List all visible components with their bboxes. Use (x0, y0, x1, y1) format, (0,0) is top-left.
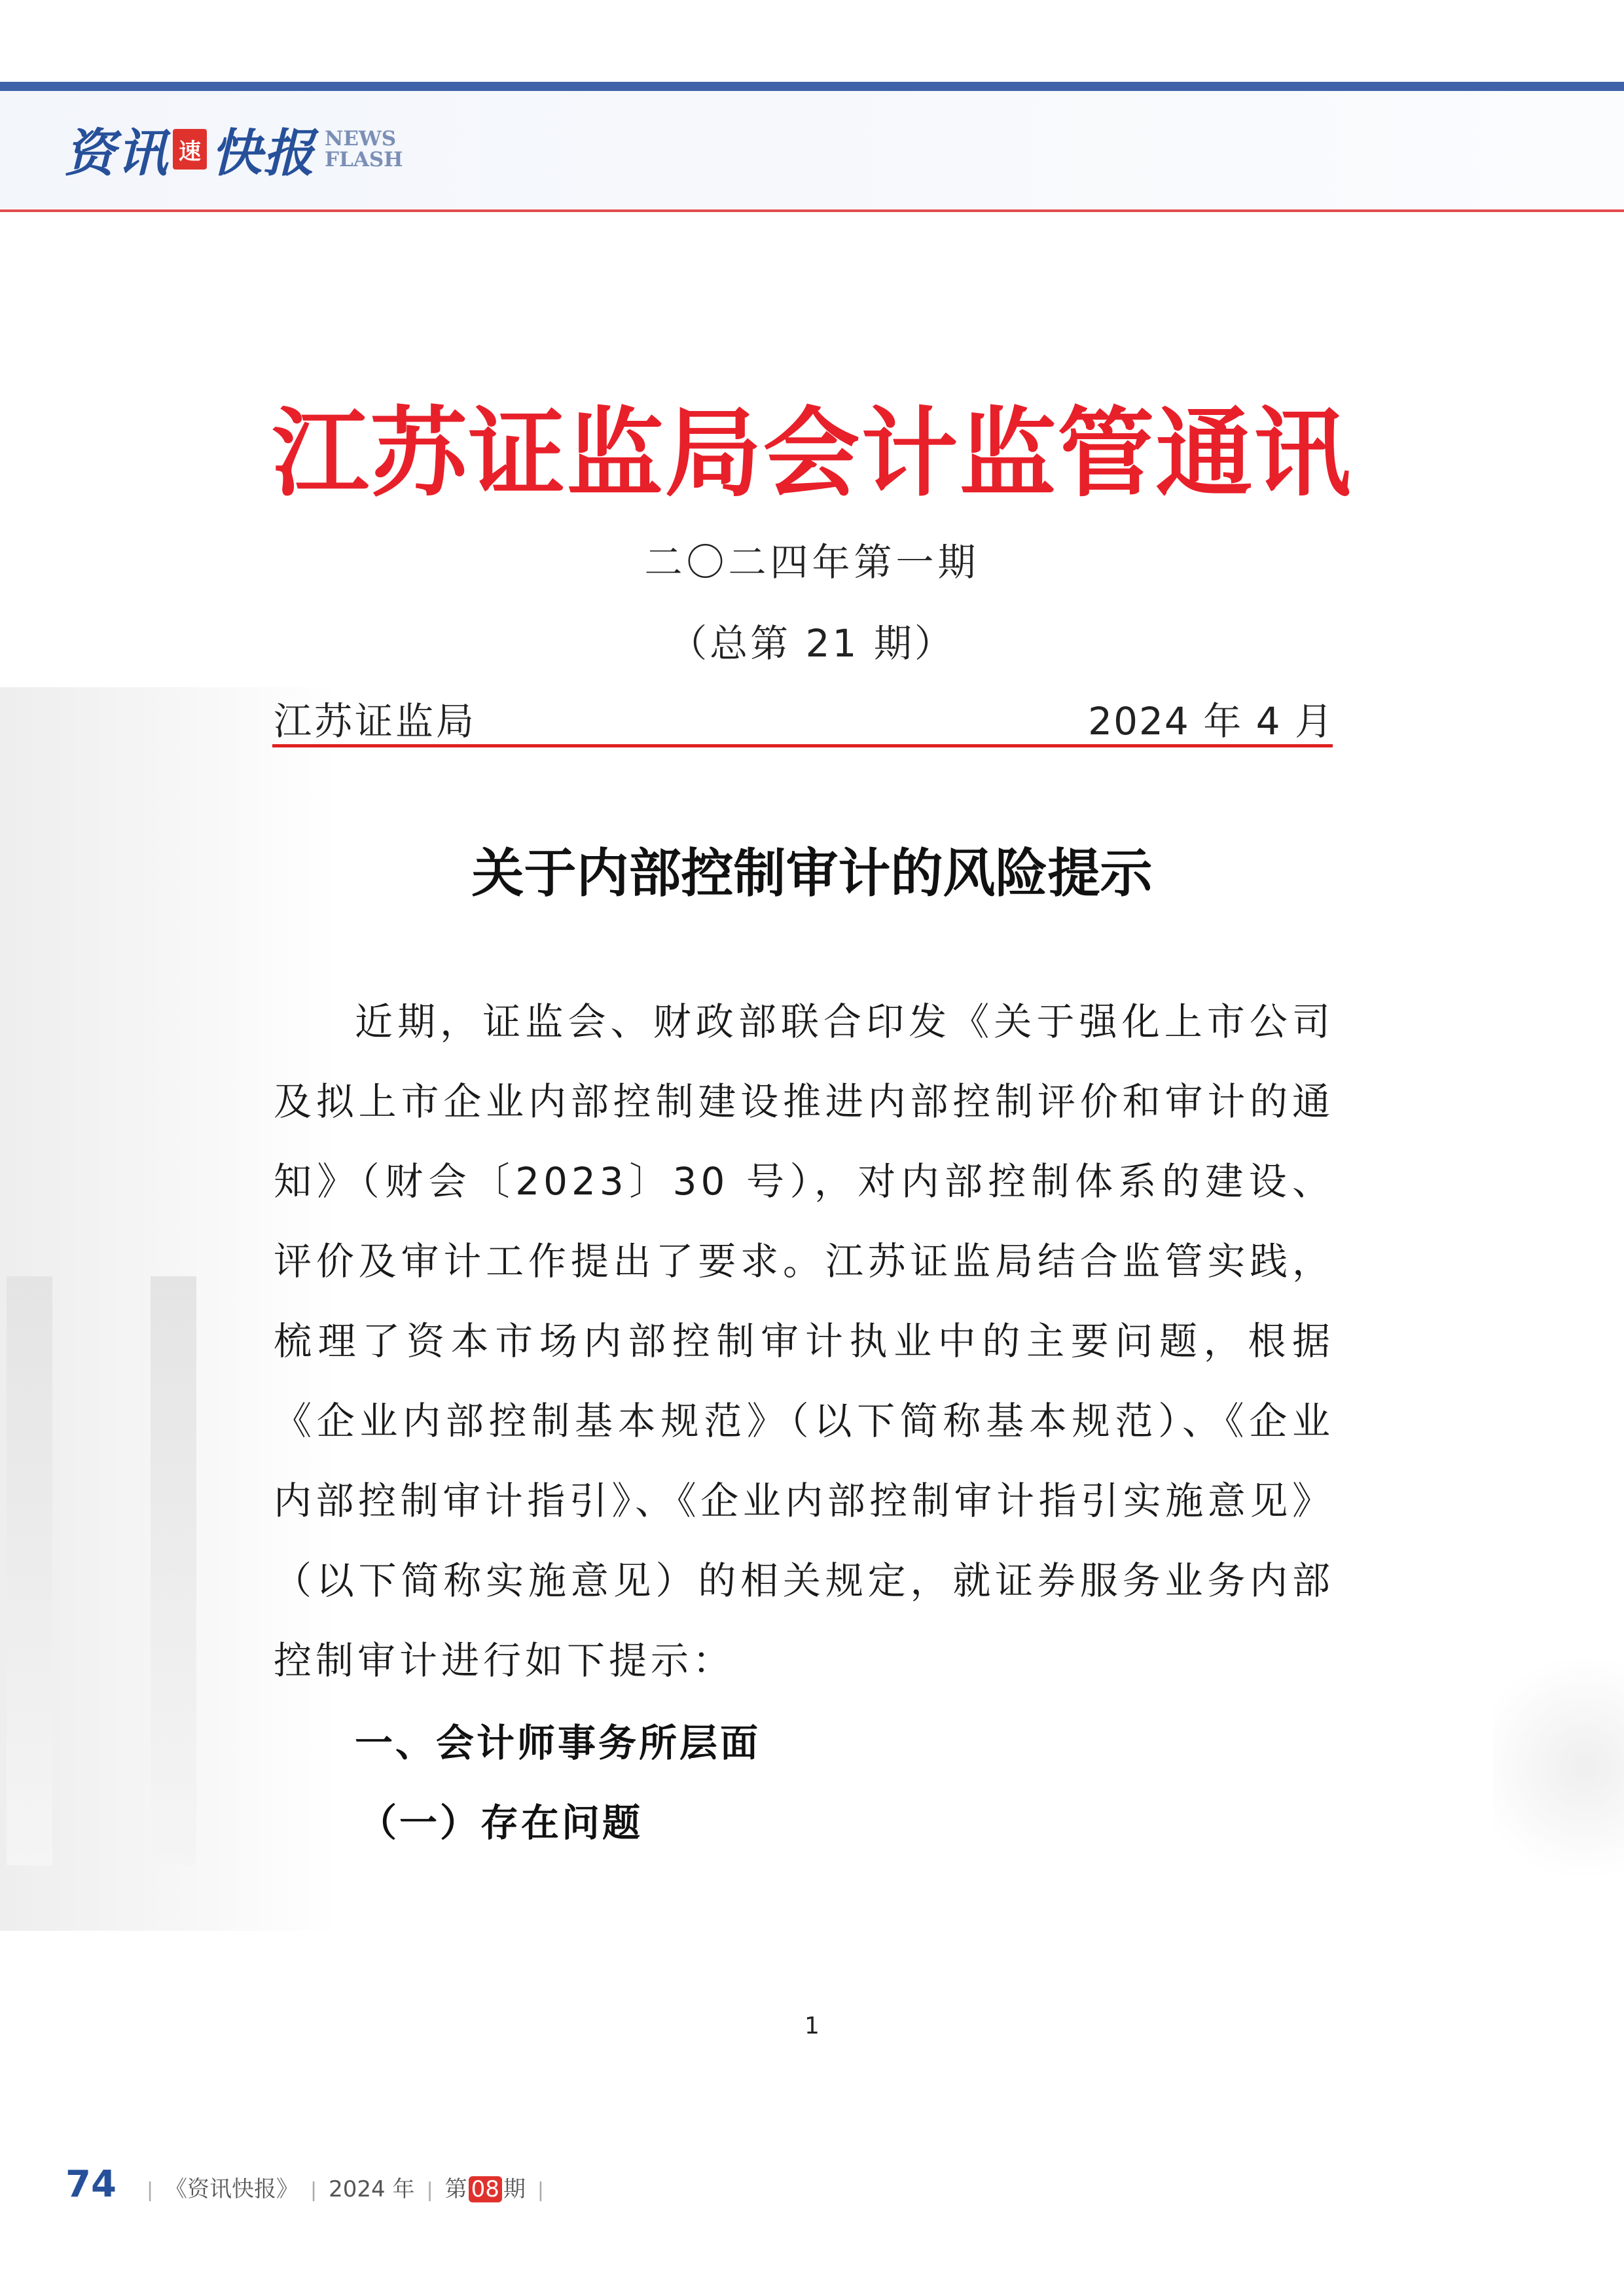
logo-english-line-2: FLASH (325, 148, 403, 171)
background-decoration (1493, 1636, 1624, 1898)
footer-separator: | (310, 2179, 317, 2202)
inner-page-number: 1 (804, 2013, 820, 2039)
section-heading: 一、会计师事务所层面 (355, 1721, 761, 1765)
publication-logo (64, 113, 403, 186)
subsection-heading: （一）存在问题 (359, 1801, 643, 1845)
footer-issue-suffix: 期 (503, 2176, 526, 2202)
article-title: 关于内部控制审计的风险提示 (471, 842, 1153, 904)
logo-seal-icon: 速 (173, 129, 207, 170)
footer-issue-number: 08 (469, 2176, 502, 2202)
footer-separator: | (146, 2179, 154, 2202)
total-issue-number: （总第 21 期） (669, 621, 955, 666)
logo-text-right: 快报 (211, 124, 316, 183)
footer-separator: | (426, 2179, 433, 2202)
masthead-divider (0, 209, 1624, 212)
article-paragraph: 近期，证监会、财政部联合印发《关于强化上市公司及拟上市企业内部控制建设推进内部控制评价和审计的通知》（财会〔2023〕30 号），对内部控制体系的建设、评价及审计工作提出了要求。江苏证监局结合监管实践，梳理了资本市场内部控制审计执业中的主要问题，根据《企业内部控制基本规范》（以下简称基本规范）、《企业内部控制审计指引》、《企业内部控制审计指引实施意见》（以下简称实施意见）的相关规定，就证券服务业务内部控制审计进行如下提示： (274, 999, 1334, 1683)
logo-english-line-1: NEWS (325, 127, 397, 151)
logo-text-left: 资讯 (64, 124, 170, 183)
issue-date: 2024 年 4 月 (1088, 699, 1334, 744)
footer-separator: | (537, 2179, 544, 2202)
footer-page-number: 74 (65, 2163, 117, 2206)
footer-year: 2024 年 (329, 2176, 415, 2202)
red-divider (272, 744, 1333, 747)
footer-publication: 《资讯快报》 (165, 2176, 299, 2202)
article-body (274, 982, 1334, 1700)
notice-title: 江苏证监局会计监管通讯 (272, 397, 1352, 510)
logo-english (325, 128, 403, 170)
issuer: 江苏证监局 (274, 699, 477, 744)
background-column (151, 1276, 196, 1865)
masthead-stripe (0, 82, 1624, 91)
background-column (7, 1276, 52, 1865)
footer-issue-prefix: 第 (444, 2176, 467, 2202)
page-footer (65, 2163, 556, 2206)
notice-meta-row (274, 691, 1334, 743)
issue-number: 二〇二四年第一期 (644, 540, 980, 584)
